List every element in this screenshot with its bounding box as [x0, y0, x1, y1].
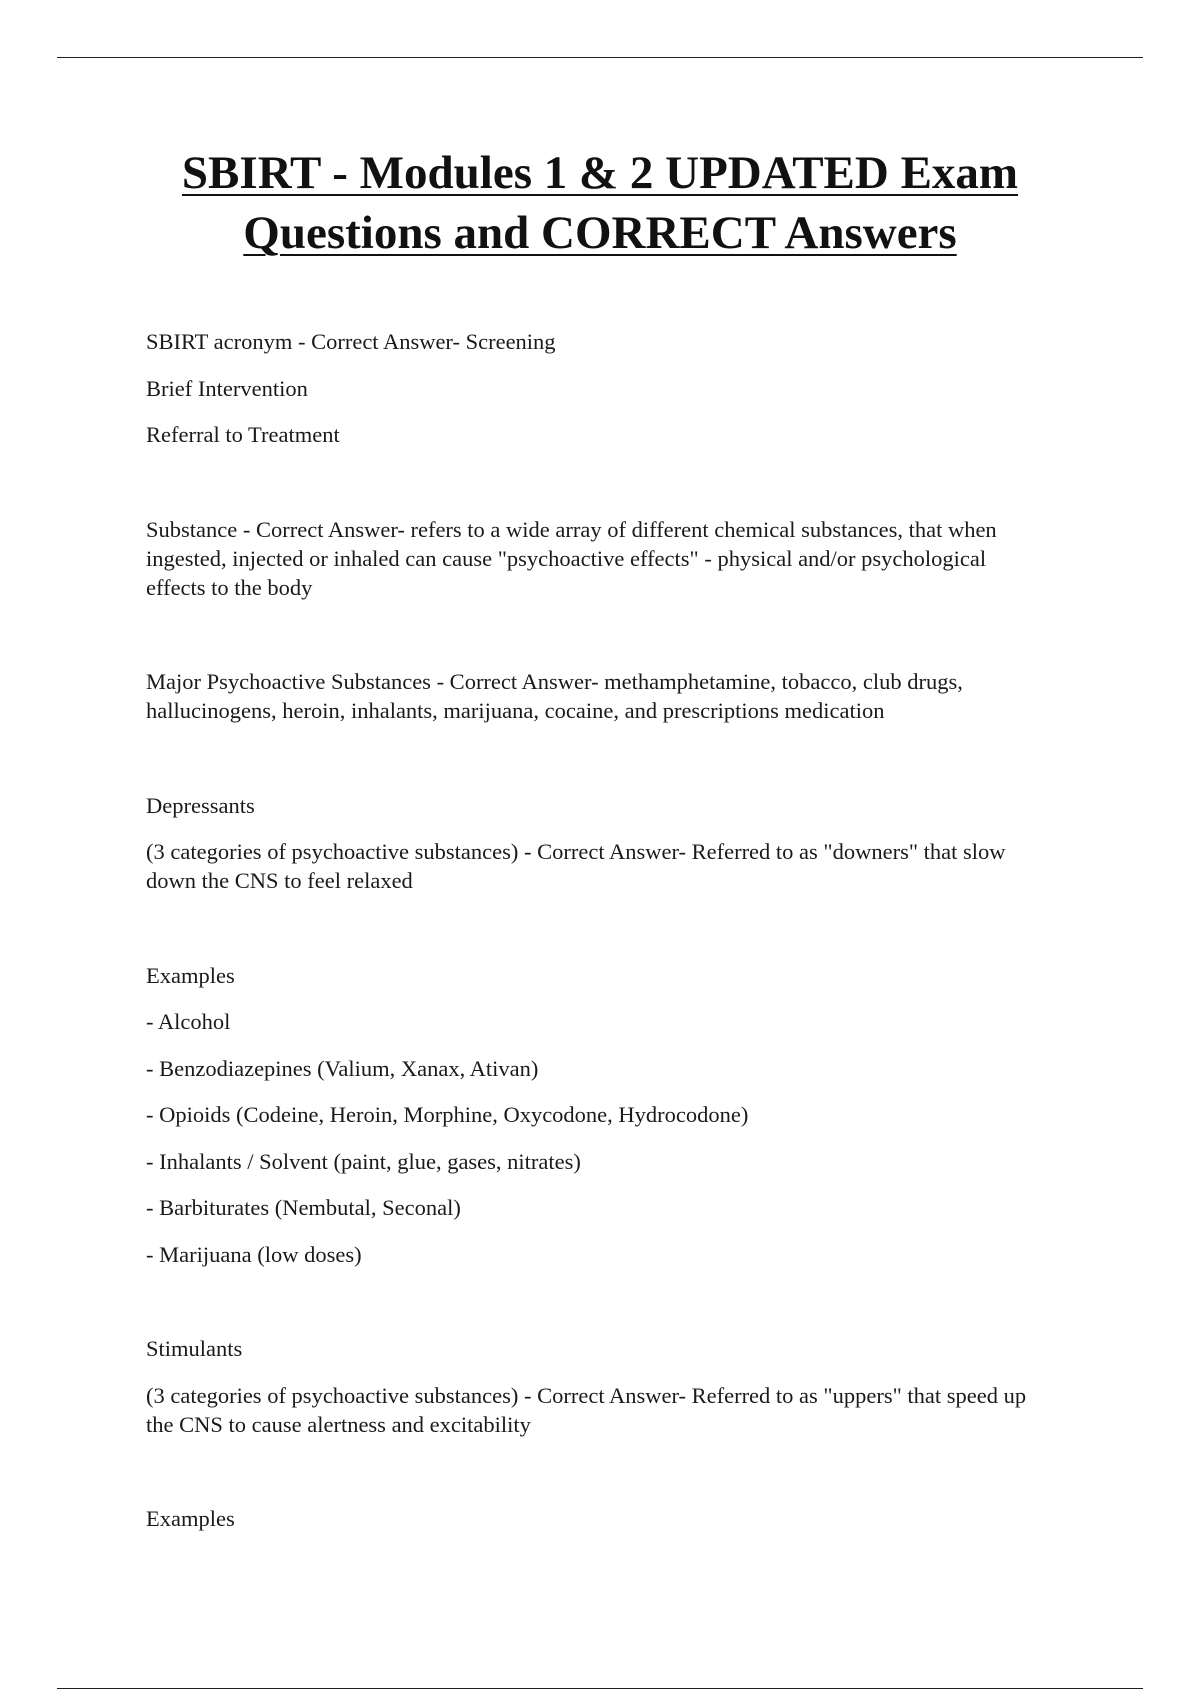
- list-item: - Alcohol: [146, 1009, 231, 1034]
- paragraph: SBIRT acronym - Correct Answer- Screening: [146, 329, 556, 354]
- list-item: - Benzodiazepines (Valium, Xanax, Ativan): [146, 1055, 539, 1081]
- bottom-rule: [57, 1688, 1143, 1689]
- paragraph: Examples: [146, 962, 235, 988]
- title-line-1: SBIRT - Modules 1 & 2 UPDATED Exam: [181, 147, 1019, 199]
- paragraph: Stimulants: [146, 1336, 243, 1361]
- paragraph: Substance - Correct Answer- refers to a wide array of different chemical substances, that when ingested, injected or inhaled can cause "psychoactive effects" - physical and/or psychological effects to the body: [146, 516, 997, 600]
- list-item: - Opioids (Codeine, Heroin, Morphine, Oxycodone, Hydrocodone): [146, 1102, 749, 1127]
- title-line-2: Questions and CORRECT Answers: [243, 207, 957, 259]
- paragraph: (3 categories of psychoactive substances) - Correct Answer- Referred to as "downers" that slow down the CNS to feel relaxed: [146, 839, 1006, 893]
- list-item: - Marijuana (low doses): [146, 1241, 362, 1267]
- paragraph: Major Psychoactive Substances - Correct Answer- methamphetamine, tobacco, club drugs, hallucinogens, heroin, inhalants, marijuana, cocaine, and prescriptions medication: [146, 669, 963, 723]
- paragraph: Examples: [146, 1506, 235, 1531]
- paragraph: Depressants: [146, 792, 255, 818]
- list-item: - Barbiturates (Nembutal, Seconal): [146, 1195, 461, 1220]
- paragraph: Brief Intervention: [146, 375, 308, 401]
- paragraph: Referral to Treatment: [146, 422, 340, 447]
- list-item: - Inhalants / Solvent (paint, glue, gases, nitrates): [146, 1148, 581, 1174]
- document-title: [100, 143, 1100, 263]
- top-rule: [57, 57, 1143, 58]
- document-body: [146, 327, 1046, 1551]
- paragraph: (3 categories of psychoactive substances) - Correct Answer- Referred to as "uppers" that speed up the CNS to cause alertness and excitability: [146, 1382, 1027, 1437]
